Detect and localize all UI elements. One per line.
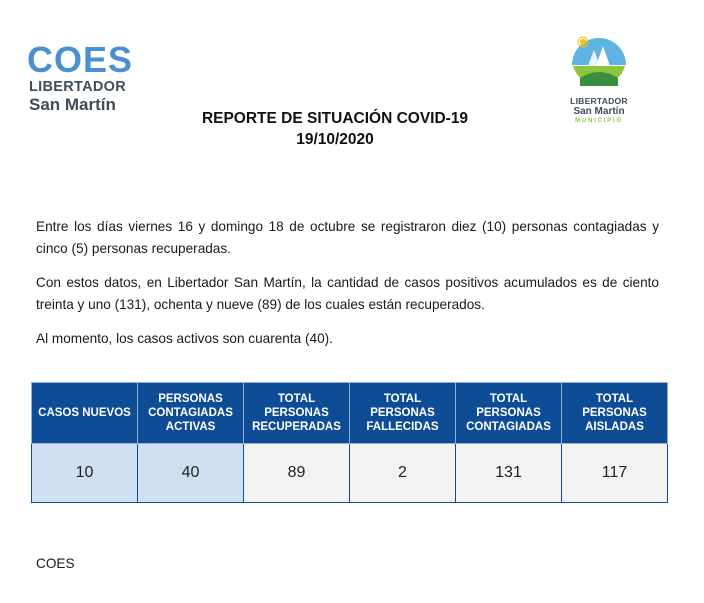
- municipio-logo-line1: LIBERTADOR: [570, 96, 628, 106]
- coes-logo-line2: San Martín: [29, 95, 116, 114]
- header-contagiadas-activas: PERSONAS CONTAGIADAS ACTIVAS: [138, 383, 244, 444]
- municipio-logo-line3: MUNICIPIO: [575, 118, 623, 124]
- coes-logo-main: COES: [27, 39, 134, 80]
- value-contagiadas-activas: 40: [138, 444, 244, 503]
- footer-signature: COES: [36, 556, 75, 571]
- value-total-contagiadas: 131: [456, 444, 562, 503]
- paragraph: Al momento, los casos activos son cuarenta (40).: [36, 331, 333, 346]
- header-total-fallecidas: TOTAL PERSONAS FALLECIDAS: [350, 383, 456, 444]
- table-row: [32, 444, 668, 503]
- municipio-logo: [562, 36, 636, 126]
- value-casos-nuevos: 10: [32, 444, 138, 503]
- coes-logo-line1: LIBERTADOR: [29, 79, 126, 95]
- header-casos-nuevos: CASOS NUEVOS: [32, 383, 138, 444]
- report-title: REPORTE DE SITUACIÓN COVID-19: [201, 110, 469, 127]
- value-total-recuperadas: 89: [244, 444, 350, 503]
- value-total-fallecidas: 2: [350, 444, 456, 503]
- municipio-emblem-icon: [570, 36, 628, 94]
- paragraph: Entre los días viernes 16 y domingo 18 de octubre se registraron diez (10) personas contagiadas y cinco (5) personas recuperadas.: [36, 219, 659, 256]
- report-date: 19/10/2020: [296, 131, 374, 148]
- report-heading: [180, 108, 490, 150]
- coes-logo: [27, 39, 147, 114]
- municipio-logo-line2: San Martín: [573, 106, 625, 117]
- header-total-contagiadas: TOTAL PERSONAS CONTAGIADAS: [456, 383, 562, 444]
- header-total-recuperadas: TOTAL PERSONAS RECUPERADAS: [244, 383, 350, 444]
- paragraph: Con estos datos, en Libertador San Martín, la cantidad de casos positivos acumulados es de ciento treinta y uno (131), ochenta y nueve (89) de los cuales están recuperados.: [36, 275, 659, 312]
- covid-stats-table: [31, 382, 668, 503]
- report-body: [36, 216, 659, 362]
- header-total-aisladas: TOTAL PERSONAS AISLADAS: [562, 383, 668, 444]
- table-header-row: [32, 383, 668, 444]
- value-total-aisladas: 117: [562, 444, 668, 503]
